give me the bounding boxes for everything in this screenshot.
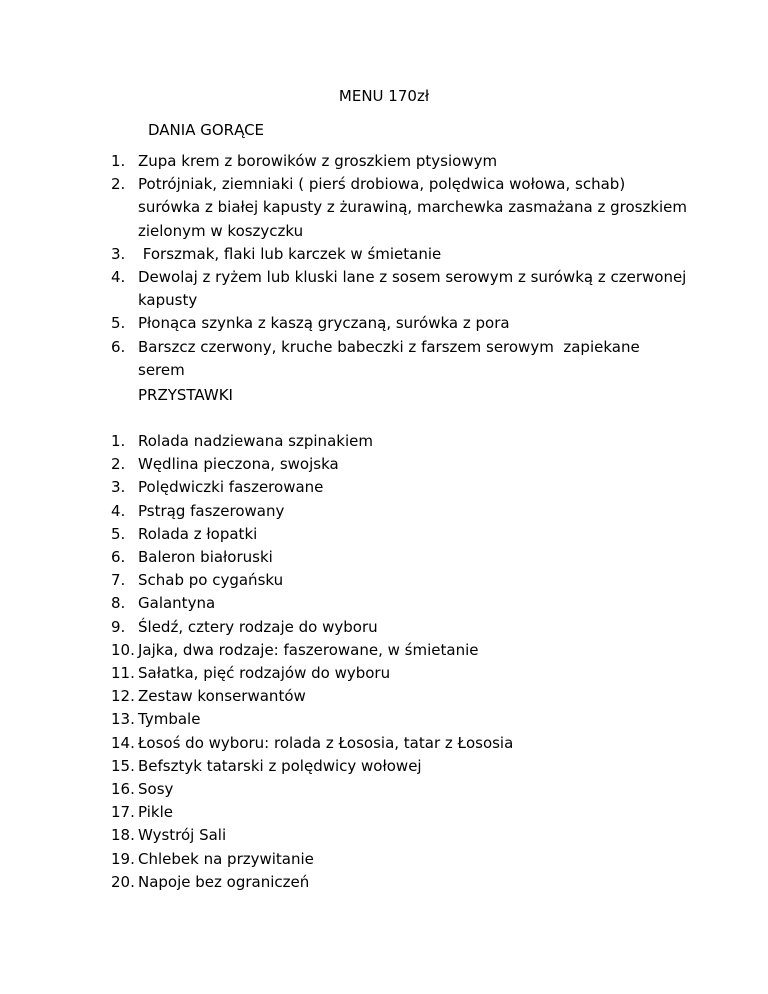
item-text: Forszmak, flaki lub karczek w śmietanie — [138, 244, 442, 263]
item-text: Galantyna — [138, 594, 216, 613]
item-text: Baleron białoruski — [138, 548, 273, 567]
list-item — [111, 824, 691, 847]
item-number: 2. — [111, 455, 126, 474]
item-text: Jajka, dwa rodzaje: faszerowane, w śmietanie — [138, 640, 479, 659]
list-item — [111, 848, 691, 871]
list-item — [111, 732, 691, 755]
item-text: Napoje bez ograniczeń — [138, 872, 310, 891]
hot-dishes-list — [111, 150, 691, 382]
item-text: Barszcz czerwony, kruche babeczki z farszem serowym zapiekane serem — [138, 337, 645, 379]
item-text: Wędlina pieczona, swojska — [138, 455, 339, 474]
item-number: 10. — [111, 640, 135, 659]
item-number: 4. — [111, 501, 126, 520]
item-text: Dewolaj z ryżem lub kluski lane z sosem serowym z surówką z czerwonej kapusty — [138, 268, 692, 310]
item-number: 13. — [111, 710, 135, 729]
item-text: Tymbale — [138, 710, 201, 729]
list-item — [111, 500, 691, 523]
list-item — [111, 336, 691, 382]
item-number: 5. — [111, 524, 126, 543]
item-number: 7. — [111, 571, 126, 590]
list-item — [111, 662, 691, 685]
item-text: Wystrój Sali — [138, 826, 227, 845]
list-item — [111, 639, 691, 662]
item-text: Łosoś do wyboru: rolada z Łososia, tatar z Łososia — [138, 733, 514, 752]
list-item — [111, 685, 691, 708]
item-number: 20. — [111, 872, 135, 891]
list-item — [111, 312, 691, 335]
item-text: Zupa krem z borowików z groszkiem ptysiowym — [138, 152, 498, 170]
item-text: Befsztyk tatarski z polędwicy wołowej — [138, 756, 422, 775]
item-number: 12. — [111, 687, 135, 706]
list-item — [111, 616, 691, 639]
item-number: 14. — [111, 733, 135, 752]
item-number: 17. — [111, 803, 135, 822]
item-text: Sosy — [138, 780, 174, 799]
list-item — [111, 266, 691, 312]
item-text: Potrójniak, ziemniaki ( pierś drobiowa, polędwica wołowa, schab) surówka z białej kapusty z żurawiną, marchewka zasmażana z groszkiem zielonym w koszyczku — [138, 175, 692, 240]
item-text: Pikle — [138, 803, 173, 822]
item-number: 5. — [111, 314, 126, 333]
item-text: Sałatka, pięć rodzajów do wyboru — [138, 664, 391, 683]
item-text: Polędwiczki faszerowane — [138, 478, 324, 497]
list-item — [111, 476, 691, 499]
menu-title: MENU 170zł — [338, 87, 430, 105]
item-text: Zestaw konserwantów — [138, 687, 306, 706]
item-number: 3. — [111, 478, 126, 497]
appetizers-list — [111, 430, 691, 894]
list-item — [111, 523, 691, 546]
item-number: 18. — [111, 826, 135, 845]
list-item — [111, 173, 691, 243]
list-item — [111, 871, 691, 894]
list-item — [111, 243, 691, 266]
item-number: 3. — [111, 244, 126, 263]
list-item — [111, 801, 691, 824]
section-heading-hot-dishes: DANIA GORĄCE — [148, 121, 265, 139]
item-number: 1. — [111, 432, 126, 450]
item-number: 4. — [111, 268, 126, 287]
item-number: 6. — [111, 337, 126, 356]
item-text: Płonąca szynka z kaszą gryczaną, surówka z pora — [138, 314, 510, 333]
item-text: Rolada nadziewana szpinakiem — [138, 432, 373, 450]
item-number: 8. — [111, 594, 126, 613]
item-number: 11. — [111, 664, 135, 683]
list-item — [111, 453, 691, 476]
item-number: 19. — [111, 849, 135, 868]
item-text: Śledź, cztery rodzaje do wyboru — [138, 617, 378, 636]
item-number: 15. — [111, 756, 135, 775]
list-item — [111, 150, 691, 173]
section-heading-appetizers: PRZYSTAWKI — [138, 386, 233, 404]
item-text: Rolada z łopatki — [138, 524, 258, 543]
item-text: Schab po cygańsku — [138, 571, 284, 590]
list-item — [111, 778, 691, 801]
item-number: 1. — [111, 152, 126, 170]
item-text: Chlebek na przywitanie — [138, 849, 314, 868]
list-item — [111, 592, 691, 615]
item-number: 6. — [111, 548, 126, 567]
item-number: 9. — [111, 617, 126, 636]
item-number: 2. — [111, 175, 126, 194]
list-item — [111, 755, 691, 778]
item-text: Pstrąg faszerowany — [138, 501, 285, 520]
list-item — [111, 569, 691, 592]
item-number: 16. — [111, 780, 135, 799]
list-item — [111, 430, 691, 453]
list-item — [111, 546, 691, 569]
list-item — [111, 708, 691, 731]
